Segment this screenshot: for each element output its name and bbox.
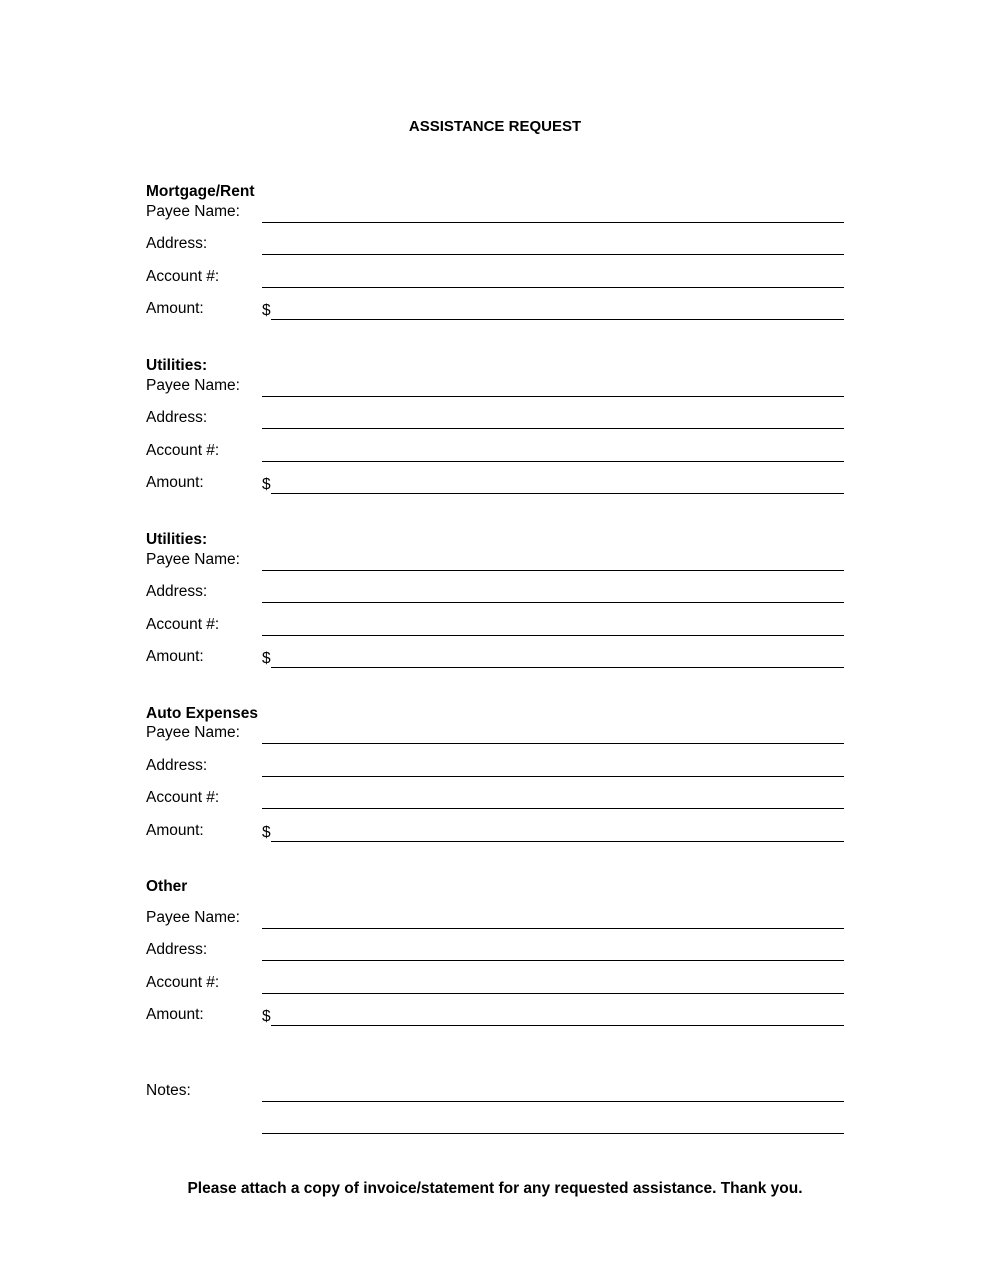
address-label: Address: [146, 235, 208, 252]
dollar-sign: $ [262, 302, 271, 319]
account-number-field[interactable] [146, 783, 844, 809]
payee-name-line[interactable] [262, 570, 844, 571]
account-number-field[interactable] [146, 262, 844, 288]
amount-line[interactable] [271, 319, 844, 320]
notes-label: Notes: [146, 1082, 191, 1099]
address-line[interactable] [262, 960, 844, 961]
payee-name-field[interactable] [146, 545, 844, 571]
footer-note: Please attach a copy of invoice/statement for any requested assistance. Thank you. [187, 1180, 803, 1197]
amount-field[interactable] [146, 468, 844, 494]
account-number-label: Account #: [146, 974, 220, 991]
notes-field[interactable] [146, 1076, 844, 1102]
amount-line[interactable] [271, 841, 844, 842]
dollar-sign: $ [262, 650, 271, 667]
payee-name-field[interactable] [146, 371, 844, 397]
amount-label: Amount: [146, 1006, 204, 1023]
notes-line[interactable] [262, 1133, 844, 1134]
dollar-sign: $ [262, 476, 271, 493]
notes-field-continued[interactable] [146, 1108, 844, 1134]
account-number-label: Account #: [146, 442, 220, 459]
amount-field[interactable] [146, 1000, 844, 1026]
account-number-label: Account #: [146, 789, 220, 806]
account-number-line[interactable] [262, 635, 844, 636]
section-heading-utilities: Utilities: [146, 531, 208, 548]
amount-field[interactable] [146, 294, 844, 320]
account-number-line[interactable] [262, 808, 844, 809]
payee-name-label: Payee Name: [146, 909, 240, 926]
address-field[interactable] [146, 751, 844, 777]
dollar-sign: $ [262, 1008, 271, 1025]
account-number-field[interactable] [146, 610, 844, 636]
payee-name-label: Payee Name: [146, 377, 240, 394]
amount-field[interactable] [146, 642, 844, 668]
address-line[interactable] [262, 428, 844, 429]
address-line[interactable] [262, 602, 844, 603]
payee-name-line[interactable] [262, 928, 844, 929]
address-field[interactable] [146, 229, 844, 255]
payee-name-field[interactable] [146, 718, 844, 744]
payee-name-label: Payee Name: [146, 724, 240, 741]
payee-name-line[interactable] [262, 222, 844, 223]
notes-line[interactable] [262, 1101, 844, 1102]
amount-label: Amount: [146, 300, 204, 317]
amount-line[interactable] [271, 493, 844, 494]
payee-name-line[interactable] [262, 396, 844, 397]
page-title: ASSISTANCE REQUEST [408, 118, 582, 135]
account-number-label: Account #: [146, 268, 220, 285]
payee-name-field[interactable] [146, 197, 844, 223]
address-label: Address: [146, 941, 208, 958]
section-heading-utilities: Utilities: [146, 357, 208, 374]
amount-line[interactable] [271, 1025, 844, 1026]
address-label: Address: [146, 757, 208, 774]
address-field[interactable] [146, 577, 844, 603]
account-number-field[interactable] [146, 436, 844, 462]
address-field[interactable] [146, 935, 844, 961]
section-heading-mortgage-rent: Mortgage/Rent [146, 183, 255, 200]
amount-label: Amount: [146, 822, 204, 839]
address-line[interactable] [262, 776, 844, 777]
amount-label: Amount: [146, 474, 204, 491]
address-field[interactable] [146, 403, 844, 429]
amount-line[interactable] [271, 667, 844, 668]
amount-label: Amount: [146, 648, 204, 665]
dollar-sign: $ [262, 824, 271, 841]
account-number-line[interactable] [262, 287, 844, 288]
address-label: Address: [146, 409, 208, 426]
payee-name-label: Payee Name: [146, 203, 240, 220]
payee-name-field[interactable] [146, 903, 844, 929]
amount-field[interactable] [146, 816, 844, 842]
address-label: Address: [146, 583, 208, 600]
account-number-label: Account #: [146, 616, 220, 633]
section-heading-auto-expenses: Auto Expenses [146, 705, 258, 722]
address-line[interactable] [262, 254, 844, 255]
account-number-line[interactable] [262, 461, 844, 462]
section-heading-other: Other [146, 878, 188, 895]
payee-name-label: Payee Name: [146, 551, 240, 568]
payee-name-line[interactable] [262, 743, 844, 744]
account-number-line[interactable] [262, 993, 844, 994]
account-number-field[interactable] [146, 968, 844, 994]
